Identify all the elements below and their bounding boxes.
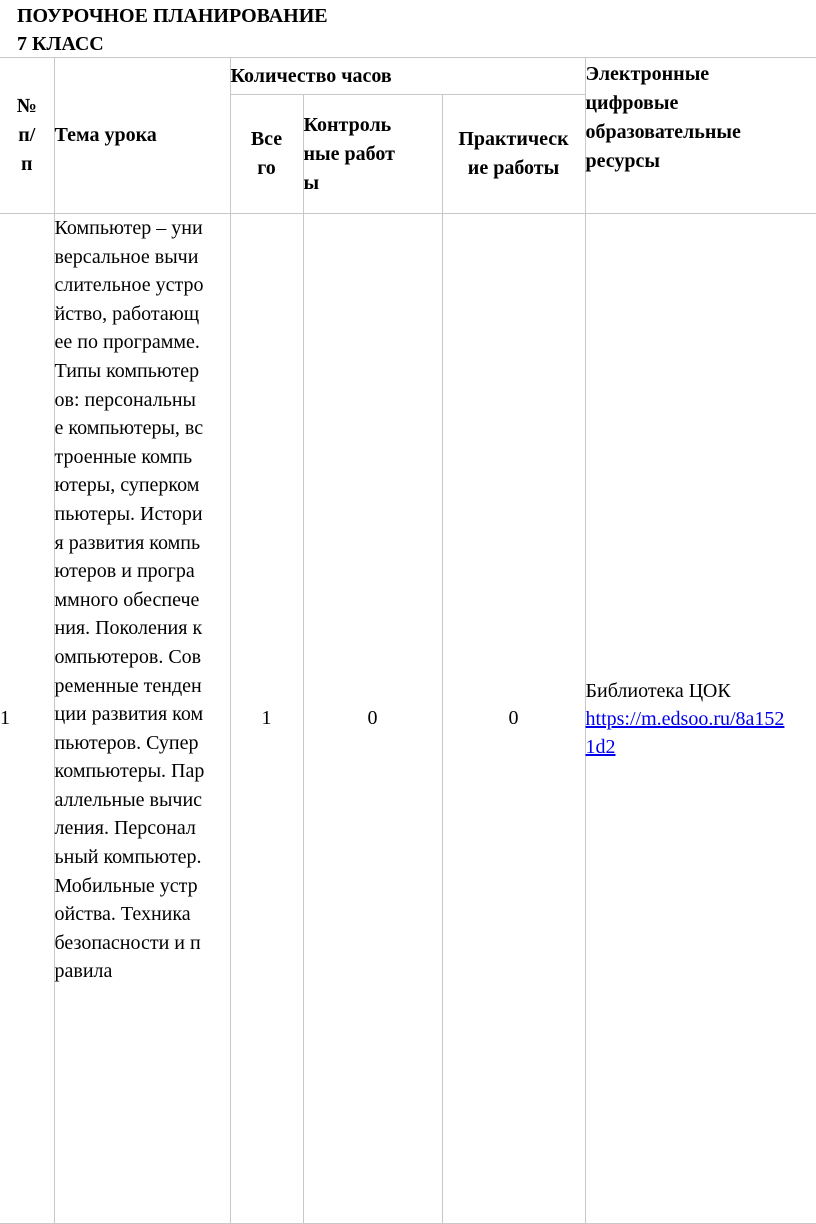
header-control: Контрольные работы xyxy=(303,95,442,214)
row-resources xyxy=(585,214,816,1224)
header-practical: Практические работы xyxy=(442,95,585,214)
header-topic: Тема урока xyxy=(54,58,230,214)
title-line-1: ПОУРОЧНОЕ ПЛАНИРОВАНИЕ xyxy=(17,5,328,27)
title-line-2: 7 КЛАСС xyxy=(17,33,104,55)
header-resources: Электронные цифровые образовательные ресурсы xyxy=(585,58,816,214)
resource-label: Библиотека ЦОК xyxy=(585,679,731,702)
row-topic: Компьютер – универсальное вычислительное устройство, работающее по программе. Типы компьютеров: персональные компьютеры, встроенные компьютеры, суперкомпьютеры. История развития компьютеров и программного обеспечения. Поколения компьютеров. Современные тенденции развития компьютеров. Суперкомпьютеры. Параллельные вычисления. Персональный компьютер. Мобильные устройства. Техника безопасности и правила xyxy=(54,214,230,1224)
header-total: Всего xyxy=(230,95,303,214)
lesson-plan-table xyxy=(0,57,816,1224)
row-number: 1 xyxy=(0,214,54,1224)
row-control-works: 0 xyxy=(303,214,442,1224)
row-total-hours: 1 xyxy=(230,214,303,1224)
header-hours: Количество часов xyxy=(230,58,585,95)
table-row xyxy=(0,214,816,1224)
resource-link[interactable]: https://m.edsoo.ru/8a1521d2 xyxy=(585,707,785,758)
row-practical-works: 0 xyxy=(442,214,585,1224)
document-title xyxy=(17,2,328,58)
header-number: № п/п xyxy=(0,58,54,214)
header-row-1 xyxy=(0,58,816,95)
